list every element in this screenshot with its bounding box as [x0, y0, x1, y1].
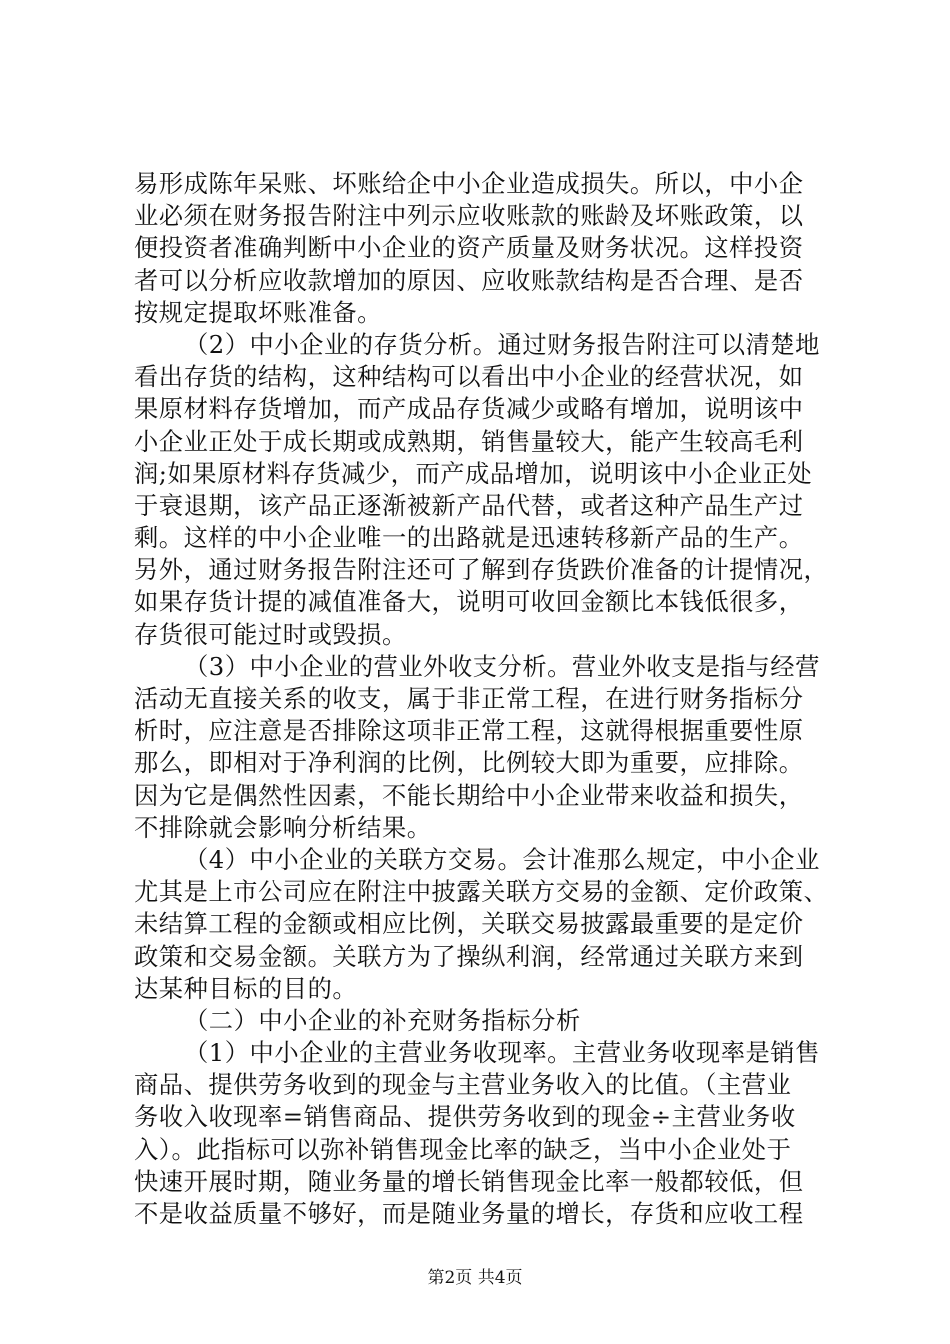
text-line: （1）中小企业的主营业务收现率。主营业务收现率是销售 — [184, 1038, 820, 1068]
text-line: 商品、提供劳务收到的现金与主营业务收入的比值。（主营业 — [134, 1070, 792, 1100]
text-line: 析时，应注意是否排除这项非正常工程，这就得根据重要性原 — [134, 716, 804, 746]
text-line: 于衰退期，该产品正逐渐被新产品代替，或者这种产品生产过 — [134, 490, 804, 520]
text-line: 如果存货计提的减值准备大，说明可收回金额比本钱低很多， — [134, 587, 804, 617]
text-line: （二）中小企业的补充财务指标分析 — [184, 1005, 581, 1035]
text-line: 果原材料存货增加，而产成品存货减少或略有增加，说明该中 — [134, 394, 804, 424]
text-line: 务收入收现率=销售商品、提供劳务收到的现金÷主营业务收 — [134, 1102, 796, 1132]
text-line: 尤其是上市公司应在附注中披露关联方交易的金额、定价政策、 — [134, 877, 829, 907]
text-line: 不是收益质量不够好，而是随业务量的增长，存货和应收工程 — [134, 1199, 804, 1228]
text-line: 那么，即相对于净利润的比例，比例较大即为重要，应排除。 — [134, 748, 804, 778]
text-line: 政策和交易金额。关联方为了操纵利润，经常通过关联方来到 — [134, 941, 804, 971]
paragraph — [134, 1037, 834, 1230]
text-line: 另外，通过财务报告附注还可了解到存货跌价准备的计提情况， — [134, 555, 829, 585]
text-line: 不排除就会影响分析结果。 — [134, 812, 432, 842]
paragraph — [134, 651, 834, 844]
page-footer: 第2页 共4页 — [427, 1268, 523, 1288]
text-line: （4）中小企业的关联方交易。会计准那么规定，中小企业 — [184, 844, 820, 874]
text-line: （3）中小企业的营业外收支分析。营业外收支是指与经营 — [184, 651, 820, 681]
text-line: 便投资者准确判断中小企业的资产质量及财务状况。这样投资 — [134, 233, 804, 263]
text-line: 易形成陈年呆账、坏账给企中小企业造成损失。所以，中小企 — [134, 169, 804, 198]
text-line: 按规定提取坏账准备。 — [134, 297, 382, 327]
text-line: 未结算工程的金额或相应比例，关联交易披露最重要的是定价 — [134, 909, 804, 939]
paragraph — [134, 168, 834, 329]
text-line: 活动无直接关系的收支，属于非正常工程，在进行财务指标分 — [134, 684, 804, 713]
text-line: 业必须在财务报告附注中列示应收账款的账龄及坏账政策，以 — [134, 201, 804, 231]
text-line: 因为它是偶然性因素，不能长期给中小企业带来收益和损失， — [134, 780, 804, 810]
text-line: 达某种目标的目的。 — [134, 973, 358, 1003]
paragraph — [134, 1005, 834, 1037]
text-line: 润;如果原材料存货减少，而产成品增加，说明该中小企业正处 — [134, 458, 813, 488]
text-line: 者可以分析应收款增加的原因、应收账款结构是否合理、是否 — [134, 265, 804, 295]
text-line: 小企业正处于成长期或成熟期，销售量较大，能产生较高毛利 — [134, 426, 804, 456]
paragraph — [134, 329, 834, 651]
text-line: 入）。此指标可以弥补销售现金比率的缺乏，当中小企业处于 — [134, 1134, 792, 1164]
paragraph — [134, 844, 834, 1005]
document-body — [134, 168, 834, 1230]
text-line: 剩。这样的中小企业唯一的出路就是迅速转移新产品的生产。 — [134, 523, 804, 553]
text-line: （2）中小企业的存货分析。通过财务报告附注可以清楚地 — [184, 329, 820, 359]
text-line: 看出存货的结构，这种结构可以看出中小企业的经营状况，如 — [134, 362, 804, 392]
text-line: 存货很可能过时或毁损。 — [134, 619, 407, 649]
text-line: 快速开展时期，随业务量的增长销售现金比率一般都较低，但 — [134, 1166, 804, 1196]
